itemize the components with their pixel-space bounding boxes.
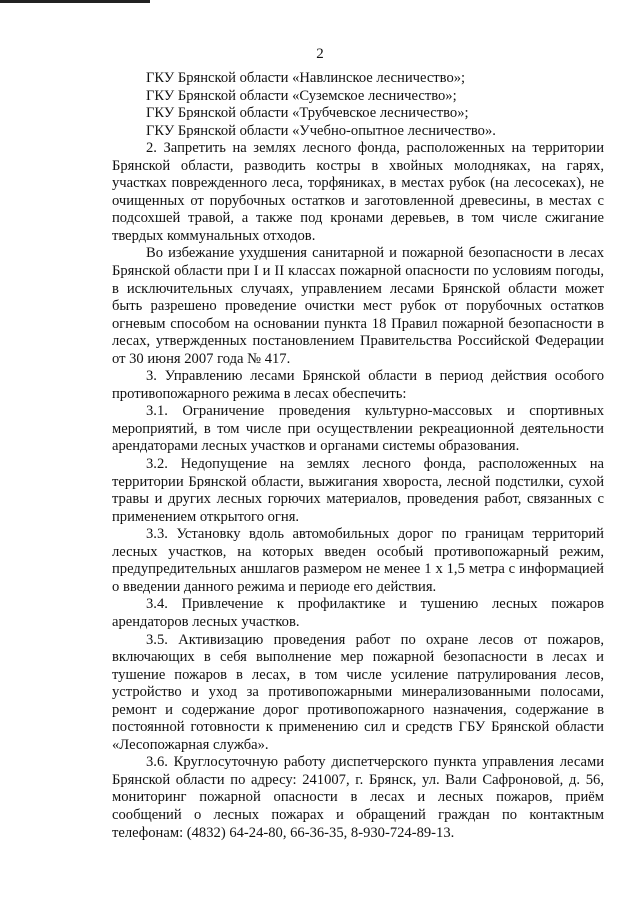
document-body [112, 70, 604, 842]
list-item: ГКУ Брянской области «Навлинское лесничество»; [146, 70, 466, 86]
paragraph-3-2: 3.2. Недопущение на землях лесного фонда, расположенных на территории Брянской области, выжигания хвороста, лесной подстилки, сухой травы и других лесных горючих материалов, проведения работ, связанных с применением открытого огня. [112, 456, 604, 525]
forestry-list [112, 70, 604, 140]
paragraph-3-6: 3.6. Круглосуточную работу диспетчерского пункта управления лесами Брянской области по адресу: 241007, г. Брянск, ул. Вали Сафроновой, д. 56, мониторинг пожарной опасности в лесах и лесных пожаров, приём сообщений о лесных пожарах и обращений граждан по контактным телефонам: (4832) 64-24-80, 66-36-35, 8-930-724-89-13. [112, 754, 604, 841]
paragraph-3-4: 3.4. Привлечение к профилактике и тушению лесных пожаров арендаторов лесных участков. [112, 596, 604, 630]
paragraph-3-5: 3.5. Активизацию проведения работ по охране лесов от пожаров, включающих в себя выполнение мер пожарной безопасности в лесах и тушение пожаров в лесах, в том числе усиление патрулирования лесов, устройство и уход за противопожарными минерализованными полосами, ремонт и содержание дорог противопожарного назначения, содержание в постоянной готовности к применению сил и средств ГБУ Брянской области «Лесопожарная служба». [112, 631, 604, 753]
paragraph-3-3: 3.3. Установку вдоль автомобильных дорог по границам территорий лесных участков, на которых введен особый противопожарный режим, предупредительных аншлагов размером не менее 1 х 1,5 метра с информацией о введении данного режима и периоде его действия. [112, 526, 604, 595]
paragraph-3-1: 3.1. Ограничение проведения культурно-массовых и спортивных мероприятий, в том числе при осуществлении рекреационной деятельности арендаторами лесных участков и органами системы образования. [112, 403, 604, 455]
list-item: ГКУ Брянской области «Трубчевское лесничество»; [146, 105, 469, 122]
list-item: ГКУ Брянской области «Суземское лесничество»; [146, 87, 457, 104]
list-item: ГКУ Брянской области «Учебно-опытное лесничество». [146, 122, 496, 139]
top-border-line [0, 0, 150, 3]
page-number: 2 [316, 46, 324, 62]
paragraph-2: 2. Запретить на землях лесного фонда, расположенных на территории Брянской области, разводить костры в хвойных молодняках, на гарях, участках поврежденного леса, торфяниках, в местах рубок (на лесосеках), не очищенных от порубочных остатков и заготовленной древесины, в местах с подсохшей травой, а также под кронами деревьев, в том числе сжигание твердых коммунальных отходов. [112, 140, 604, 244]
paragraph-exception: Во избежание ухудшения санитарной и пожарной безопасности в лесах Брянской области при I и II классах пожарной опасности по условиям погоды, в исключительных случаях, управлением лесами Брянской области может быть разрешено проведение очистки мест рубок от порубочных остатков огневым способом на основании пункта 18 Правил пожарной безопасности в лесах, утвержденных постановлением Правительства Российской Федерации от 30 июня 2007 года № 417. [112, 245, 604, 367]
paragraph-3: 3. Управлению лесами Брянской области в период действия особого противопожарного режима в лесах обеспечить: [112, 368, 604, 402]
